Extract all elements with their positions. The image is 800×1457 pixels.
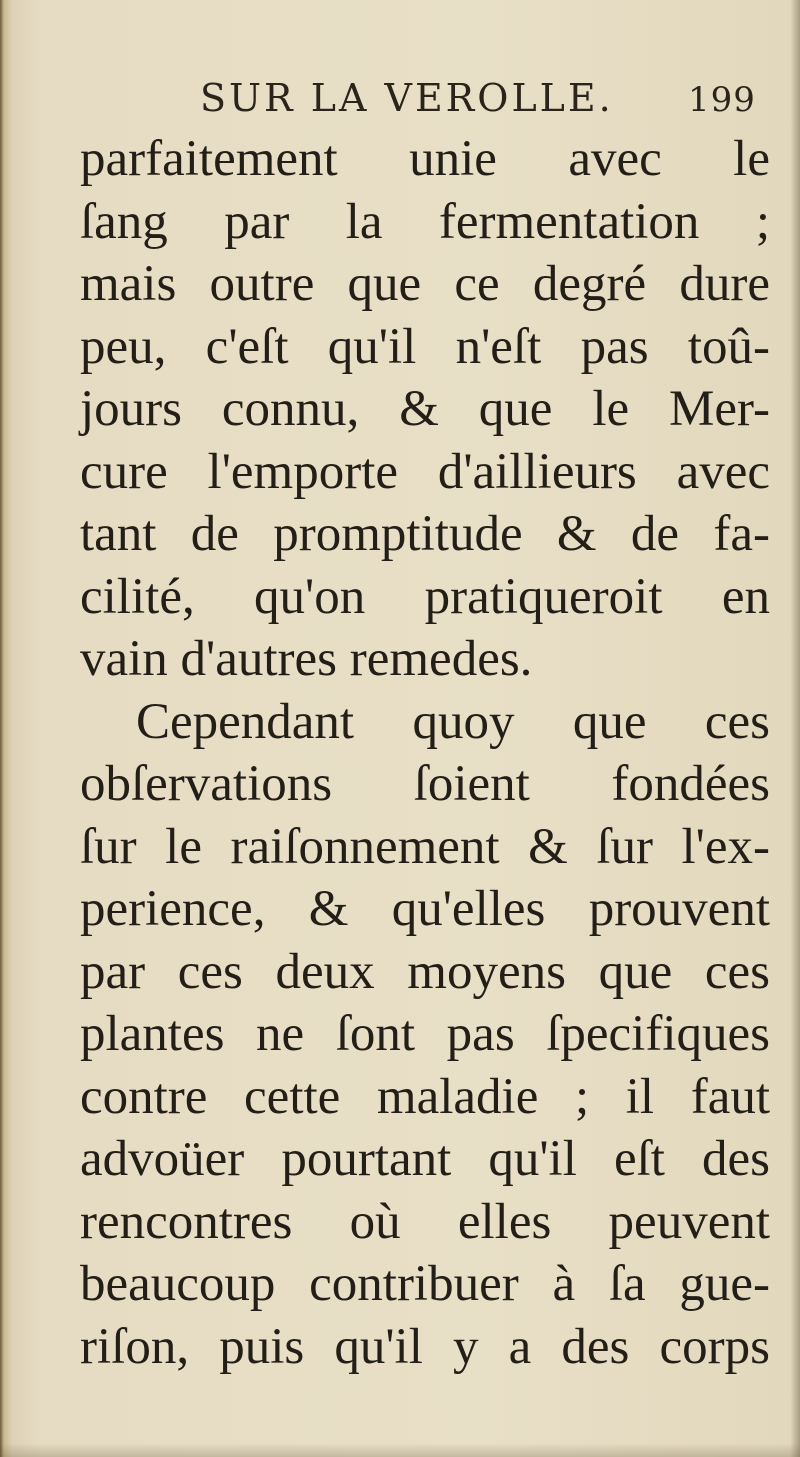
text-line: ſur le raiſonnement & ſur l'ex-: [80, 818, 770, 875]
text-line: cilité, qu'on pratiqueroit en: [80, 568, 770, 625]
text-line: tant de promptitude & de fa-: [80, 506, 770, 562]
text-line: beaucoup contribuer à ſa gue-: [80, 1256, 770, 1312]
text-line: obſervations ſoient fondées: [80, 756, 770, 812]
text-line: peu, c'eſt qu'il n'eſt pas toû-: [80, 318, 770, 375]
text-line: cure l'emporte d'aillieurs avec: [80, 443, 770, 500]
body-text: [80, 128, 770, 1378]
text-line: par ces deux moyens que ces: [80, 943, 770, 1000]
text-line: vain d'autres remedes.: [80, 631, 533, 687]
text-line: plantes ne ſont pas ſpecifiques: [80, 1006, 770, 1062]
paragraph-start-line: Cependant quoy que ces: [136, 693, 770, 750]
text-line: parfaitement unie avec le: [80, 131, 770, 187]
text-line: rencontres où elles peuvent: [80, 1193, 770, 1250]
text-line: jours connu, & que le Mer-: [80, 381, 770, 437]
text-line: ſang par la fermentation ;: [80, 193, 770, 250]
running-title: SUR LA VEROLLE.: [200, 76, 614, 120]
page-edge-shadow: [790, 0, 800, 1457]
text-line: contre cette maladie ; il faut: [80, 1068, 770, 1125]
text-line: riſon, puis qu'il y a des corps: [80, 1318, 770, 1375]
text-line: perience, & qu'elles prouvent: [80, 881, 770, 937]
page-number: 199: [688, 80, 756, 120]
text-line: mais outre que ce degré dure: [80, 256, 770, 312]
text-line: advoüer pourtant qu'il eſt des: [80, 1131, 770, 1187]
page-bottom-shadow: [0, 1443, 800, 1457]
